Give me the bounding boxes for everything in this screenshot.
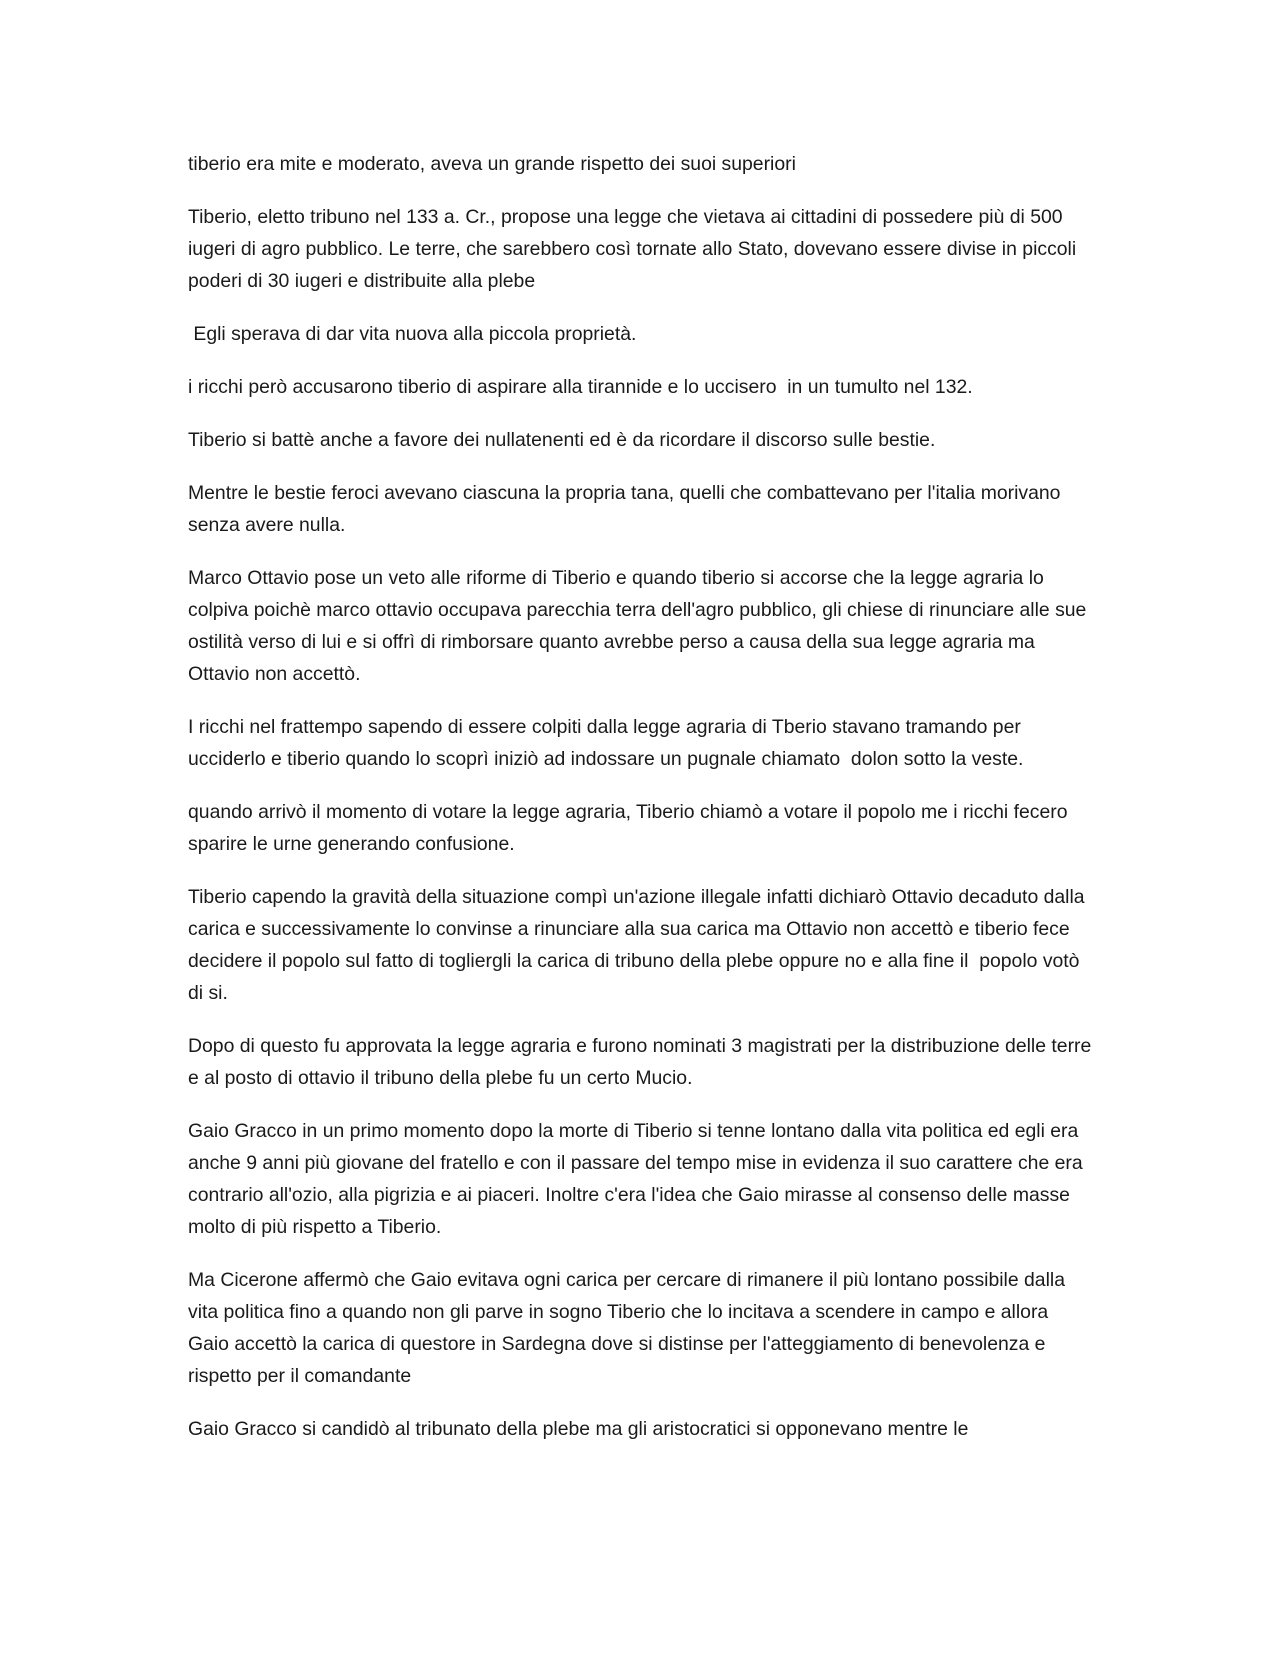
paragraph-7: Marco Ottavio pose un veto alle riforme di Tiberio e quando tiberio si accorse che la legge agraria lo colpiva poichè marco ottavio occupava parecchia terra dell'agro pubblico, gli chiese di rinunciare alle sue ostilità verso di lui e si offrì di rimborsare quanto avrebbe perso a causa della sua legge agraria ma Ottavio non accettò. — [188, 567, 1092, 685]
paragraph-14: Gaio Gracco si candidò al tribunato della plebe ma gli aristocratici si opponevano mentre le — [188, 1418, 969, 1440]
paragraph-9: quando arrivò il momento di votare la legge agraria, Tiberio chiamò a votare il popolo me i ricchi fecero sparire le urne generando confusione. — [188, 801, 1073, 855]
paragraph-5: Tiberio si battè anche a favore dei nullatenenti ed è da ricordare il discorso sulle bestie. — [188, 429, 936, 451]
paragraph-13: Ma Cicerone affermò che Gaio evitava ogni carica per cercare di rimanere il più lontano possibile dalla vita politica fino a quando non gli parve in sogno Tiberio che lo incitava a scendere in campo e allora Gaio accettò la carica di questore in Sardegna dove si distinse per l'atteggiamento di benevolenza e rispetto per il comandante — [188, 1269, 1071, 1387]
paragraph-10: Tiberio capendo la gravità della situazione compì un'azione illegale infatti dichiarò Ottavio decaduto dalla carica e successivamente lo convinse a rinunciare alla sua carica ma Ottavio non accettò e tiberio fece decidere il popolo sul fatto di togliergli la carica di tribuno della plebe oppure no e alla fine il popolo votò di si. — [188, 886, 1090, 1004]
paragraph-4: i ricchi però accusarono tiberio di aspirare alla tirannide e lo uccisero in un tumulto nel 132. — [188, 376, 973, 398]
paragraph-1: tiberio era mite e moderato, aveva un grande rispetto dei suoi superiori — [188, 153, 796, 175]
paragraph-8: I ricchi nel frattempo sapendo di essere colpiti dalla legge agraria di Tberio stavano tramando per ucciderlo e tiberio quando lo scoprì iniziò ad indossare un pugnale chiamato dolon sotto la veste. — [188, 716, 1027, 770]
paragraph-2: Tiberio, eletto tribuno nel 133 a. Cr., propose una legge che vietava ai cittadini di possedere più di 500 iugeri di agro pubblico. Le terre, che sarebbero così tornate allo Stato, dovevano essere divise in piccoli poderi di 30 iugeri e distribuite alla plebe — [188, 206, 1082, 292]
paragraph-3: Egli sperava di dar vita nuova alla piccola proprietà. — [188, 323, 637, 345]
paragraph-6: Mentre le bestie feroci avevano ciascuna la propria tana, quelli che combattevano per l'italia morivano senza avere nulla. — [188, 482, 1066, 536]
paragraph-11: Dopo di questo fu approvata la legge agraria e furono nominati 3 magistrati per la distribuzione delle terre e al posto di ottavio il tribuno della plebe fu un certo Mucio. — [188, 1035, 1097, 1089]
paragraph-12: Gaio Gracco in un primo momento dopo la morte di Tiberio si tenne lontano dalla vita politica ed egli era anche 9 anni più giovane del fratello e con il passare del tempo mise in evidenza il suo carattere che era contrario all'ozio, alla pigrizia e ai piaceri. Inoltre c'era l'idea che Gaio mirasse al consenso delle masse molto di più rispetto a Tiberio. — [188, 1120, 1089, 1238]
document-body — [188, 148, 1097, 1466]
